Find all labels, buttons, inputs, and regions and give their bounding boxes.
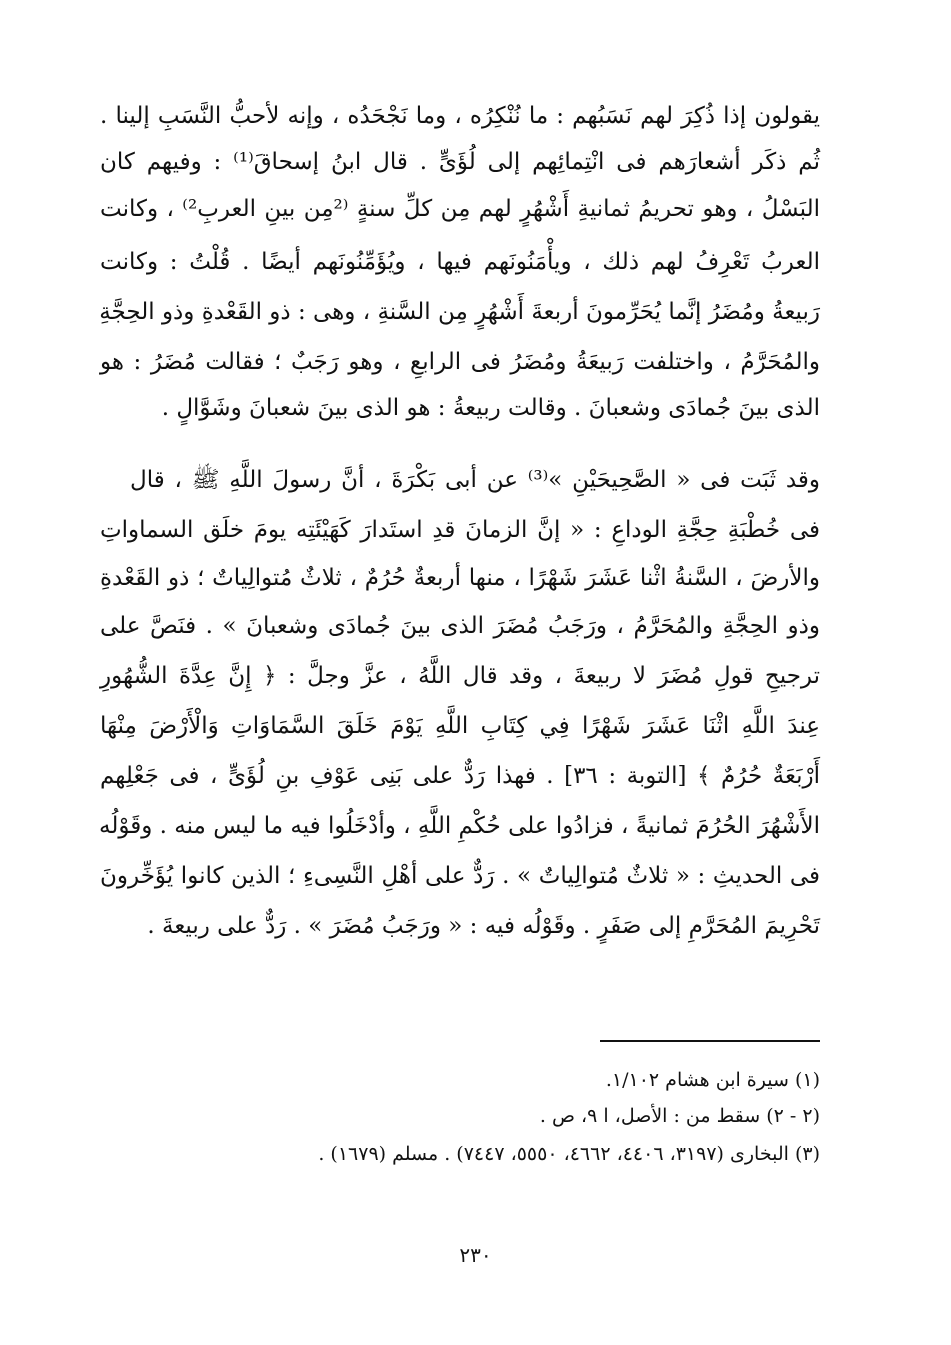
- text-line: والأرضَ ، السَّنةُ اثْنا عَشَرَ شَهْرًا ، منها أربعةٌ حُرُمٌ ، ثلاثٌ مُتوالِياتٌ ؛ ذو القَعْدةِ: [100, 565, 820, 591]
- footnote-3: (٣) البخارى (٣١٩٧، ٤٤٠٦، ٤٦٦٢، ٥٥٥٠، ٧٤٤٧) . مسلم (١٦٧٩) .: [318, 1143, 820, 1165]
- text-line: والمُحَرَّمُ ، واختلفت رَبيعَةُ ومُضَرُ فى الرابعِ ، وهو رَجَبٌ ؛ فقالت مُضَرُ : هو: [100, 349, 820, 375]
- text-line: تَحْرِيمَ المُحَرَّمِ إلى صَفَرٍ . وقَوْلُه فيه : « ورَجَبُ مُضَرَ » . رَدٌّ على ربيعةَ .: [147, 913, 820, 939]
- footnote-divider: [600, 1040, 820, 1042]
- footnote-1: (١) سيرة ابن هشام ١/١٠٢.: [605, 1069, 820, 1091]
- text-line: وقد ثَبَت فى « الصَّحِيحَيْنِ »⁽³⁾ عن أبى بَكْرَةَ ، أنَّ رسولَ اللَّهِ ﷺ ، قال: [130, 467, 820, 493]
- text-line: رَبيعةُ ومُضَرُ إنَّما يُحَرِّمونَ أربعةَ أَشْهُرٍ مِن السَّنةِ ، وهى : ذو القَعْدةِ وذو الحِجَّةِ: [99, 299, 820, 325]
- text-line: الأَشْهُرَ الحُرُمَ ثمانيةً ، فزادُوا على حُكْمِ اللَّهِ ، وأدْخَلُوا فيه ما ليس منه . وقَوْلُه: [99, 813, 820, 839]
- text-line: يقولون إذا ذُكِرَ لهم نَسَبُهم : ما نُنْكِرُه ، وما نَجْحَدُه ، وإنه لأحبُّ النَّسَبِ إلينا .: [100, 103, 820, 129]
- text-line: ترجيحِ قولِ مُضَرَ لا ربيعةَ ، وقد قال اللَّهُ ، عزَّ وجلَّ : ﴿ إِنَّ عِدَّةَ الشُّهُورِ: [100, 663, 820, 689]
- quran-verse-line: عِندَ اللَّهِ اثْنَا عَشَرَ شَهْرًا فِي كِتَابِ اللَّهِ يَوْمَ خَلَقَ السَّمَاوَاتِ وَالْأَرْضَ مِنْهَا: [100, 713, 820, 739]
- page-number: ٢٣٠: [459, 1243, 492, 1267]
- text-line: فى خُطْبَةِ حِجَّةِ الوداعِ : « إنَّ الزمانَ قدِ استَدارَ كَهَيْئَتِه يومَ خلَق السماواتِ: [100, 517, 820, 543]
- text-line: أَرْبَعَةٌ حُرُمٌ ﴾ [التوبة : ٣٦] . فهذا رَدٌّ على بَنِى عَوْفِ بنِ لُؤَىٍّ ، فى جَعْلِهم: [100, 763, 821, 789]
- text-line: البَسْلُ ، وهو تحريمُ ثمانيةِ أَشْهُرٍ لهم مِن كلِّ سنةٍ ⁽²مِن بينِ العربِ²⁾ ، وكانت: [100, 196, 820, 222]
- text-line: فى الحديثِ : « ثلاثٌ مُتوالِياتٌ » . رَدٌّ على أهْلِ النَّسِىءِ ؛ الذين كانوا يُؤَخِّرونَ: [100, 863, 820, 889]
- text-line: وذو الحِجَّةِ والمُحَرَّمُ ، ورَجَبُ مُضَرَ الذى بينَ جُمادَى وشعبانَ » . فنَصَّ على: [100, 613, 820, 639]
- text-line: ثُم ذكَر أشعارَهم فى انْتِمائِهم إلى لُؤَىٍّ . قال ابنُ إسحاقَ⁽¹⁾ : وفيهم كان: [100, 149, 820, 175]
- text-line: الذى بينَ جُمادَى وشعبانَ . وقالت ربيعةُ : هو الذى بينَ شعبانَ وشَوَّالٍ .: [161, 395, 820, 421]
- text-line: العربُ تَعْرِفُ لهم ذلك ، ويأْمَنُونَهم فيها ، ويُؤَمِّنُونَهم أيضًا . قُلْتُ : وكانت: [100, 249, 820, 275]
- footnote-2: (٢ - ٢) سقط من : الأصل، ا ٩، ص .: [539, 1105, 820, 1127]
